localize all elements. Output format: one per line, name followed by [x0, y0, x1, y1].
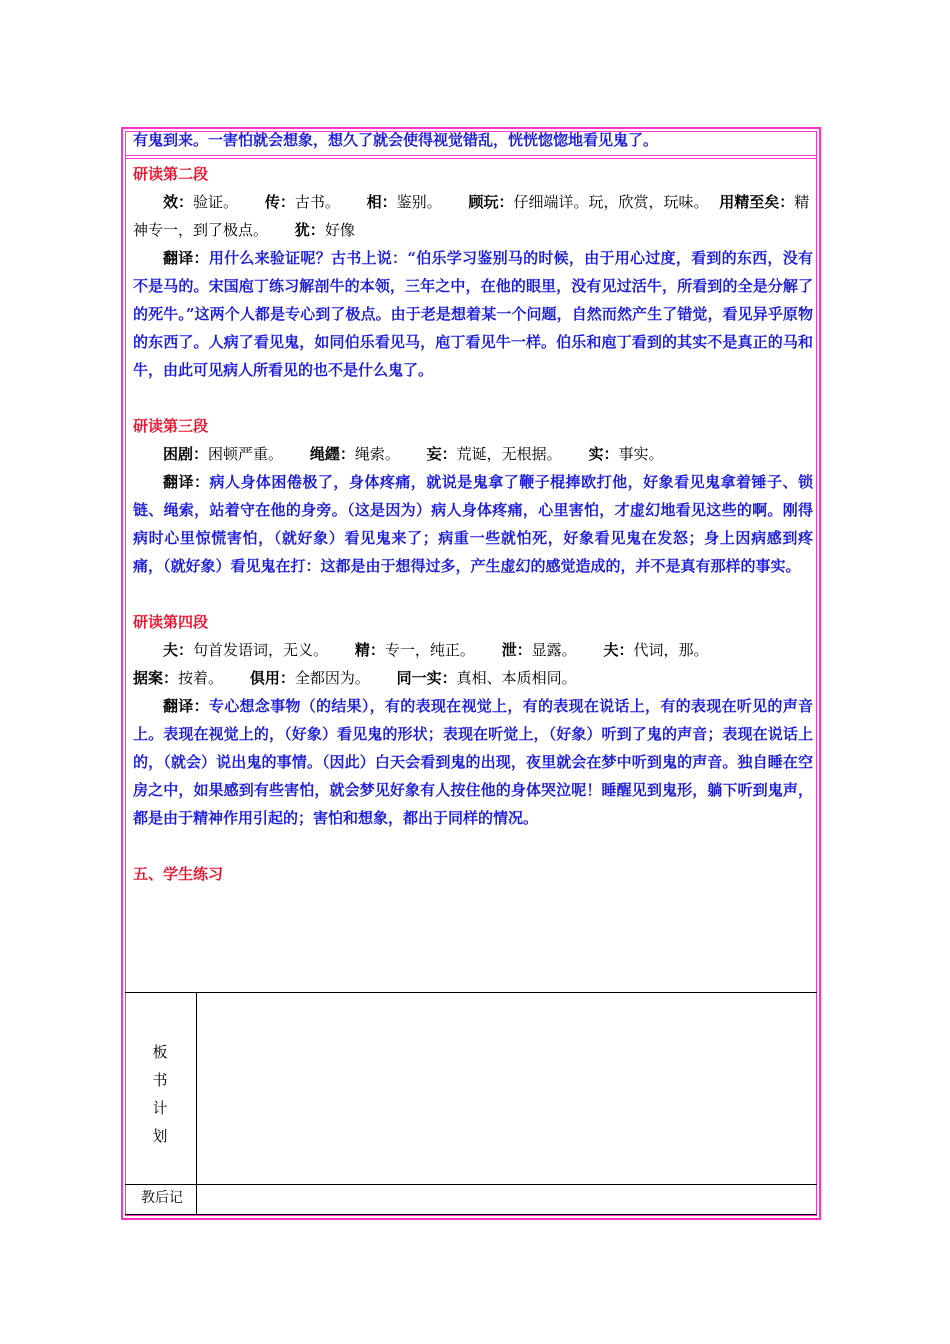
vocab-def: 困顿严重。	[208, 445, 284, 463]
vocab-term: 精：	[354, 641, 385, 659]
section-heading: 研读第二段	[133, 165, 209, 183]
vocab-def: 验证。	[193, 193, 239, 211]
vocab-term: 困剧：	[163, 445, 209, 463]
section-heading: 研读第三段	[133, 417, 209, 435]
vocab-block	[133, 188, 813, 244]
translation-text: 用什么来验证呢？古书上说：“伯乐学习鉴别马的时候，由于用心过度，看到的东西，没有不是马的。宋国庖丁练习解剖牛的本领，三年之中，在他的眼里，没有见过活牛，所看到的全是分解了的死牛。”这两个人都是专心到了极点。由于老是想着某一个问题，自然而然产生了错觉，看见异乎原物的东西了。人病了看见鬼，如同伯乐看见马，庖丁看见牛一样。伯乐和庖丁看到的其实不是真正的马和牛，由此可见病人所看见的也不是什么鬼了。	[133, 249, 813, 379]
vocab-def: 按着。	[178, 669, 224, 687]
vocab-def: 显露。	[531, 641, 577, 659]
vocab-term: 泄：	[501, 641, 532, 659]
translation-paragraph	[133, 468, 813, 580]
translation-text: 病人身体困倦极了，身体疼痛，就说是鬼拿了鞭子棍捧欧打他，好象看见鬼拿着锤子、锁链、绳索，站着守在他的身旁。（这是因为）病人身体疼痛，心里害怕，才虚幻地看见这些的啊。刚得病时心里惊慌害怕，（就好象）看见鬼来了；病重一些就怕死，好象看见鬼在发怒；身上因病感到疼痛，（就好象）看见鬼在打：这都是由于想得过多，产生虚幻的感觉造成的，并不是真有那样的事实。	[133, 473, 813, 575]
vocab-def: 全都因为。	[294, 669, 370, 687]
vocab-term: 传：	[264, 193, 295, 211]
vocab-def: 真相、本质相同。	[456, 669, 577, 687]
vocab-term: 俱用：	[249, 669, 295, 687]
vocab-def: 荒诞，无根据。	[456, 445, 562, 463]
vocab-term: 犹：	[294, 221, 325, 239]
main-content	[133, 160, 813, 888]
table-row-divider	[125, 1184, 817, 1185]
vocab-def: 代词，那。	[633, 641, 709, 659]
vocab-term: 顾玩：	[468, 193, 514, 211]
vocab-term: 夫：	[163, 641, 194, 659]
table-column-divider	[196, 992, 197, 1214]
vocab-def: 专一，纯正。	[384, 641, 475, 659]
row-separator-double	[125, 158, 817, 159]
translation-paragraph	[133, 244, 813, 384]
section-heading: 五、学生练习	[133, 865, 224, 883]
board-plan-char: 划	[152, 1127, 168, 1145]
board-plan-char: 计	[152, 1099, 168, 1117]
vocab-term: 相：	[366, 193, 397, 211]
translation-label: 翻译：	[163, 473, 210, 491]
vocab-def: 句首发语词，无义。	[193, 641, 329, 659]
vocab-def: 仔细端详。玩，欣赏，玩味。	[513, 193, 709, 211]
table-border-bottom	[125, 1214, 817, 1215]
after-class-notes-label: 教后记	[141, 1190, 183, 1206]
vocab-def: 鉴别。	[396, 193, 442, 211]
board-plan-char: 书	[152, 1071, 168, 1089]
vocab-term: 妄：	[426, 445, 457, 463]
vocab-def: 精神专一，到了极点。	[133, 193, 810, 239]
board-plan-char: 板	[152, 1043, 168, 1061]
vocab-term: 同一实：	[396, 669, 457, 687]
vocab-term: 实：	[588, 445, 619, 463]
vocab-block	[133, 636, 813, 664]
vocab-term: 效：	[163, 193, 194, 211]
continued-translation-line: 有鬼到来。一害怕就会想象，想久了就会使得视觉错乱，恍恍惚惚地看见鬼了。	[133, 131, 659, 149]
section-heading: 研读第四段	[133, 613, 209, 631]
vocab-def: 事实。	[618, 445, 664, 463]
vocab-term: 夫：	[603, 641, 634, 659]
translation-label: 翻译：	[163, 697, 209, 715]
vocab-def: 好像	[324, 221, 355, 239]
translation-label: 翻译：	[163, 249, 209, 267]
vocab-term: 据案：	[133, 669, 179, 687]
vocab-block	[133, 664, 813, 692]
row-separator	[125, 155, 817, 156]
vocab-term: 绳纆：	[309, 445, 355, 463]
vocab-def: 绳索。	[354, 445, 400, 463]
translation-text: 专心想念事物（的结果），有的表现在视觉上，有的表现在说话上，有的表现在听见的声音上。表现在视觉上的，（好象）看见鬼的形状；表现在听觉上，（好象）听到了鬼的声音；表现在说话上的，（就会）说出鬼的事情。（因此）白天会看到鬼的出现，夜里就会在梦中听到鬼的声音。独自睡在空房之中，如果感到有些害怕，就会梦见好象有人按住他的身体哭泣呢！睡醒见到鬼形，躺下听到鬼声，都是由于精神作用引起的；害怕和想象，都出于同样的情况。	[133, 697, 813, 827]
board-plan-label	[140, 1038, 180, 1150]
vocab-block	[133, 440, 813, 468]
translation-paragraph	[133, 692, 813, 832]
table-border-top	[125, 992, 817, 993]
vocab-def: 古书。	[294, 193, 340, 211]
vocab-term: 用精至矣：	[719, 193, 795, 211]
